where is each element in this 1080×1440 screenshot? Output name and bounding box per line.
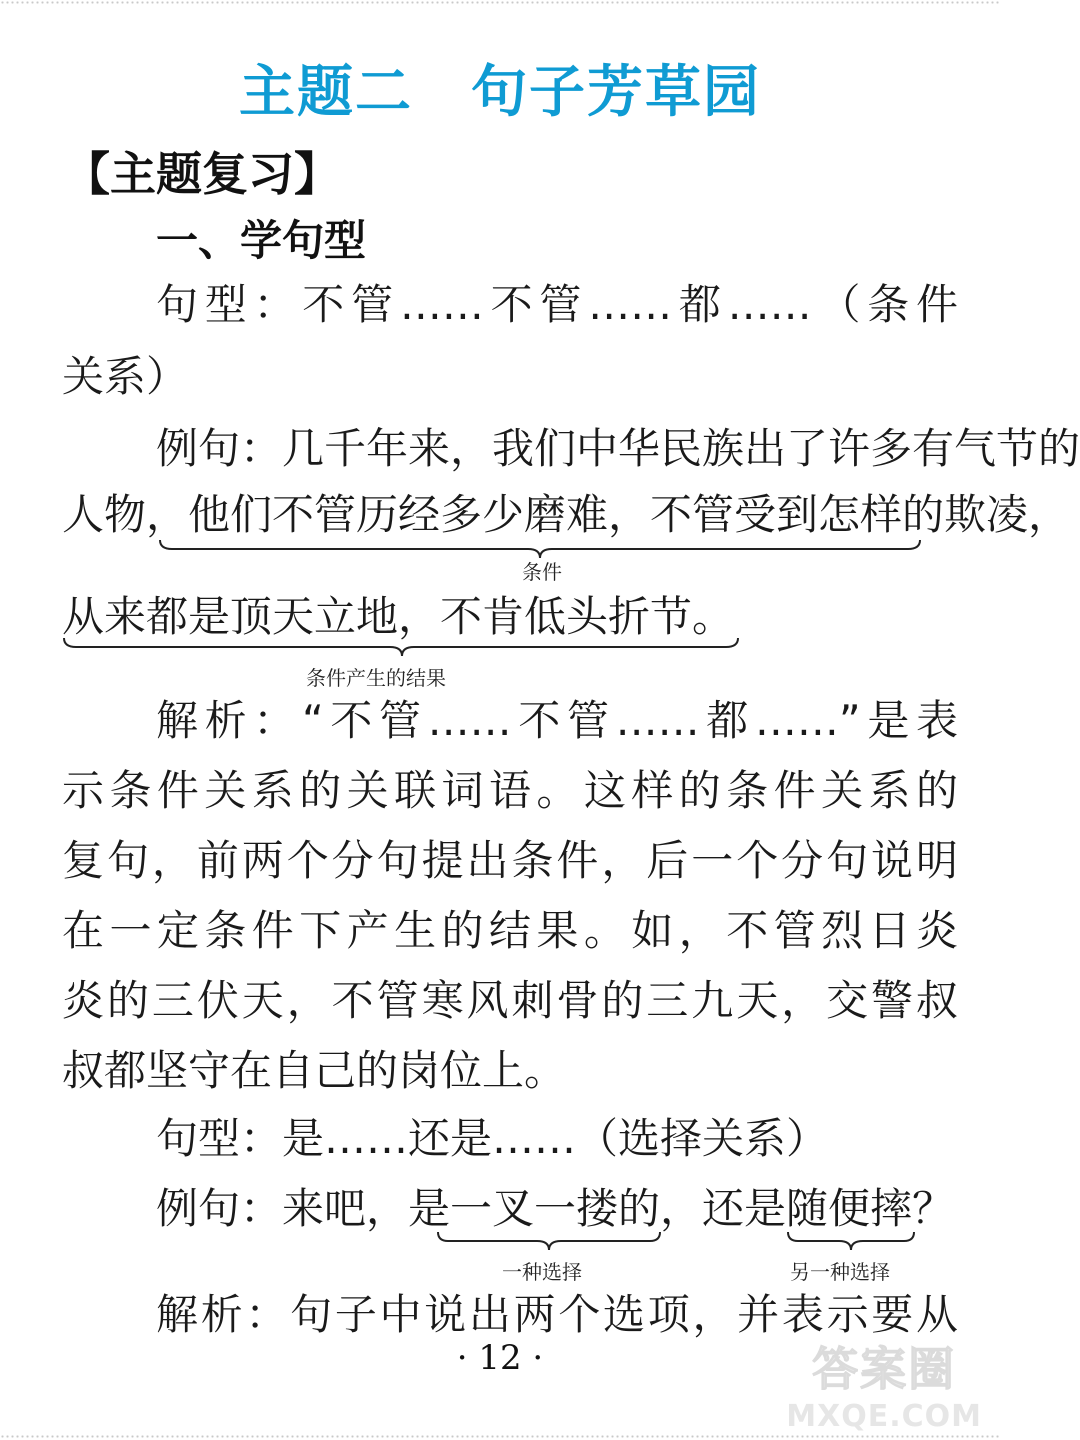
result-annotation: 条件产生的结果	[306, 666, 446, 690]
analysis1-line5-text: 炎的三伏天，不管寒风刺骨的三九天，交警叔	[62, 976, 958, 1025]
analysis1-line4-text: 在一定条件下产生的结果。如，不管烈日炎	[62, 906, 958, 955]
pattern1-line1-text: 句型：不管……不管……都……（条件	[156, 280, 958, 329]
choice1-brace	[436, 1230, 662, 1252]
analysis2-line1	[156, 1290, 958, 1339]
example2-middle: ，还是	[660, 1184, 787, 1233]
page-title: 主题二 句子芳草园	[239, 59, 761, 125]
analysis1-line4	[62, 906, 958, 955]
example1-line1	[156, 424, 1080, 473]
analysis1-line2	[62, 766, 958, 815]
result-brace	[62, 636, 742, 658]
example1-line3	[62, 592, 735, 641]
example2-line	[156, 1184, 955, 1233]
example1-line2-prefix: 人物，	[62, 490, 189, 539]
example2-suffix: ？	[912, 1184, 955, 1233]
top-dotted-border	[0, 0, 1000, 6]
watermark-url-text: MXQE.COM	[786, 1399, 982, 1434]
example1-line2-suffix: ，	[1028, 490, 1071, 539]
example1-result-text: 从来都是顶天立地，不肯低头折节	[62, 592, 693, 641]
example2-choice2-text: 随便摔	[786, 1184, 913, 1233]
watermark-main-text: 答案圈	[812, 1342, 957, 1396]
choice2-brace	[786, 1230, 916, 1252]
example1-line1-text: 例句：几千年来，我们中华民族出了许多有气节的	[156, 424, 1080, 473]
pattern1-line1	[156, 280, 958, 329]
example1-condition-text: 他们不管历经多少磨难，不管受到怎样的欺凌	[188, 490, 1029, 539]
analysis1-line1-text: 解析：“不管……不管……都……”是表	[156, 696, 958, 745]
condition-annotation: 条件	[522, 560, 562, 584]
analysis1-line5	[62, 976, 958, 1025]
example2-choice1-text: 一叉一搂的	[450, 1184, 661, 1233]
pattern1-line2: 关系）	[62, 352, 189, 401]
analysis2-line1-text: 解析：句子中说出两个选项，并表示要从	[156, 1290, 958, 1339]
choice1-annotation: 一种选择	[502, 1260, 582, 1284]
choice2-annotation: 另一种选择	[790, 1260, 890, 1284]
bottom-dotted-border	[0, 1434, 1000, 1440]
analysis1-line2-text: 示条件关系的关联词语。这样的条件关系的	[62, 766, 958, 815]
section-heading: 【主题复习】	[64, 147, 340, 201]
page-number: · 12 ·	[456, 1338, 544, 1378]
example1-line3-suffix: 。	[692, 592, 735, 641]
watermark-logo	[786, 1333, 982, 1434]
analysis1-line1	[156, 696, 958, 745]
analysis1-line6: 叔都坚守在自己的岗位上。	[62, 1046, 567, 1095]
sub-heading: 一、学句型	[156, 216, 367, 265]
pattern2-line1: 句型：是……还是……（选择关系）	[156, 1114, 829, 1163]
analysis1-line3	[62, 836, 958, 885]
example1-line2	[62, 490, 1071, 539]
analysis1-line3-text: 复句，前两个分句提出条件，后一个分句说明	[62, 836, 958, 885]
example2-prefix: 例句：来吧，是	[156, 1184, 451, 1233]
